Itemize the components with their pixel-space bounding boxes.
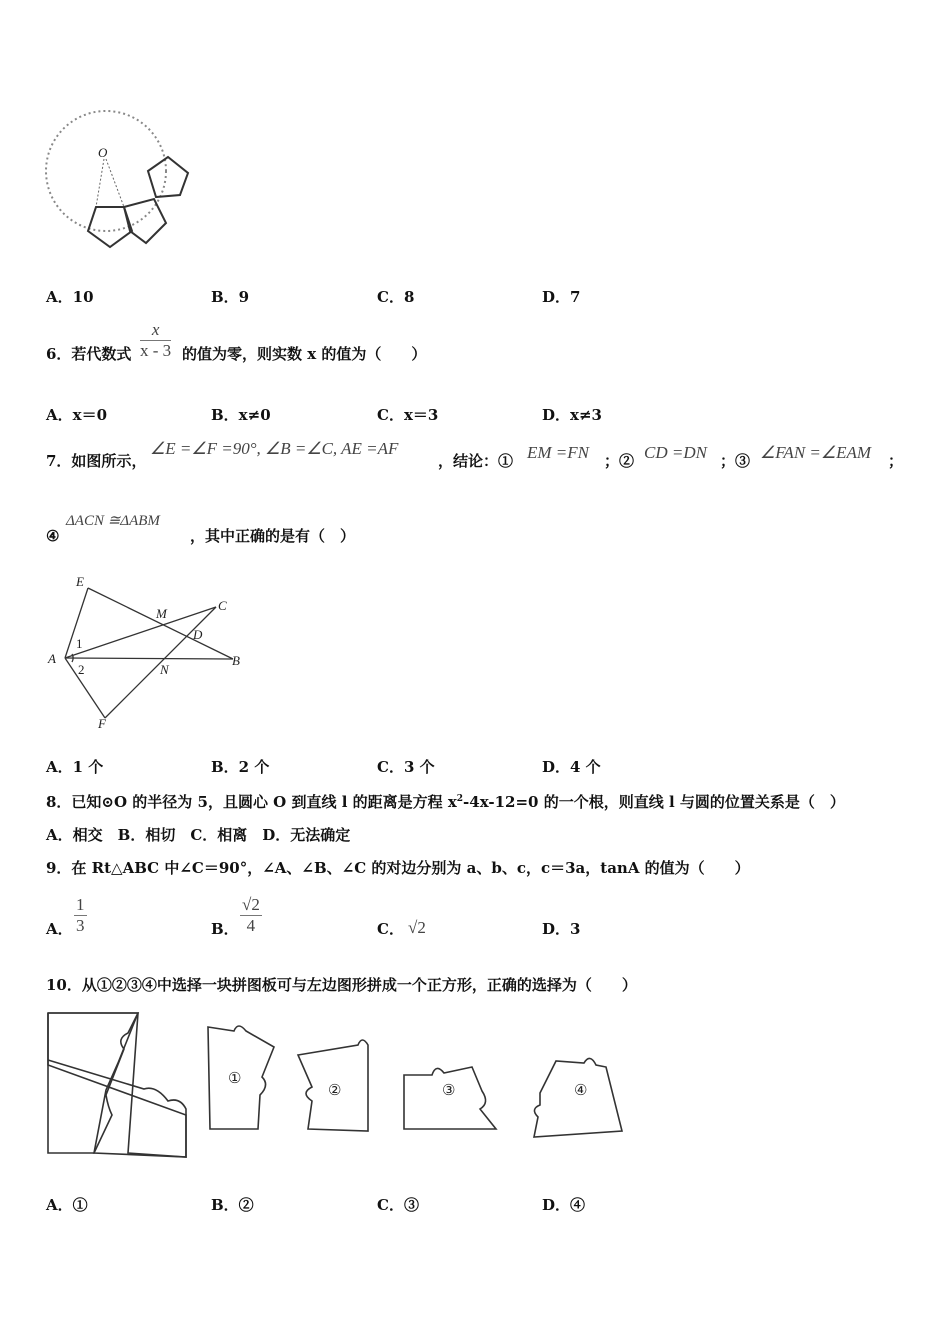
q8-question xyxy=(46,790,845,811)
q9-text: 9．在 Rt△ABC 中∠C＝90°，∠A、∠B、∠C 的对边分别为 a、b、c，c＝3a，tanA 的值为（ ） xyxy=(46,859,750,877)
q10-option-a[interactable]: A．① xyxy=(46,1196,88,1214)
q7-sep2: ；② xyxy=(604,452,635,470)
q7-given: ∠E =∠F =90°, ∠B =∠C, AE =AF xyxy=(150,439,399,458)
label-angle-1: 1 xyxy=(76,636,83,651)
triangle-figure xyxy=(40,570,250,730)
q9-a-den: 3 xyxy=(76,916,85,935)
q8-text: 8．已知⊙O 的半径为 5，且圆心 O 到直线 l 的距离是方程 x xyxy=(46,793,457,811)
q6-number: 6．若代数式 xyxy=(46,345,132,363)
q9-a-frac xyxy=(74,895,87,936)
q9-b-den: 4 xyxy=(246,916,256,935)
q10-option-c[interactable]: C．③ xyxy=(377,1196,419,1214)
q7-option-a[interactable]: A．1 个 xyxy=(46,758,104,776)
q6-option-a[interactable]: A．x＝0 xyxy=(46,406,108,424)
piece-2-label: ② xyxy=(328,1083,342,1099)
q6-option-b[interactable]: B．x≠0 xyxy=(211,406,271,424)
q8-options[interactable]: A．相交 B．相切 C．相离 D．无法确定 xyxy=(46,826,351,844)
q5-option-b[interactable]: B．9 xyxy=(211,288,250,306)
q7-option-b[interactable]: B．2 个 xyxy=(211,758,270,776)
q6-fraction xyxy=(140,320,171,361)
q7-c2: CD =DN xyxy=(644,443,707,462)
q5-option-d[interactable]: D．7 xyxy=(542,288,581,306)
label-m: M xyxy=(156,606,167,621)
label-e: E xyxy=(76,574,84,589)
q7-c1: EM =FN xyxy=(527,443,589,462)
q10-option-b[interactable]: B．② xyxy=(211,1196,254,1214)
label-f: F xyxy=(98,716,106,730)
q10-option-d[interactable]: D．④ xyxy=(542,1196,586,1214)
q6-option-d[interactable]: D．x≠3 xyxy=(542,406,602,424)
q6-frac-num: x xyxy=(140,320,171,341)
label-n: N xyxy=(160,662,169,677)
q9-b-frac xyxy=(240,895,262,936)
q7-option-d[interactable]: D．4 个 xyxy=(542,758,601,776)
piece-4-label: ④ xyxy=(574,1083,588,1099)
q9-option-c[interactable]: C． xyxy=(377,920,404,938)
q7-sep3: ；③ xyxy=(720,452,751,470)
label-d: D xyxy=(193,627,203,642)
q7-tail: ，其中正确的是有（ ） xyxy=(190,527,356,545)
q9-c-val: √2 xyxy=(408,918,426,937)
q5-option-a[interactable]: A．10 xyxy=(46,288,94,306)
q9-a-num: 1 xyxy=(76,895,85,914)
q7-c3: ∠FAN =∠EAM xyxy=(760,443,872,462)
label-a: A xyxy=(48,651,56,666)
q6-frac-den: x - 3 xyxy=(140,341,172,360)
q7-number: 7．如图所示， xyxy=(46,452,147,470)
puzzle-figure xyxy=(40,1005,640,1170)
q7-option-c[interactable]: C．3 个 xyxy=(377,758,435,776)
q7-conclusion-label: ，结论：① xyxy=(438,452,514,470)
q8-text2: -4x-12=0 的一个根，则直线 l 与圆的位置关系是（ ） xyxy=(463,793,845,811)
q6-text: 的值为零，则实数 x 的值为（ ） xyxy=(182,345,427,363)
q9-b-num: √2 xyxy=(242,895,260,914)
q9-option-d[interactable]: D．3 xyxy=(542,920,581,938)
q8-sup: 2 xyxy=(456,794,464,804)
piece-1-label: ① xyxy=(228,1071,242,1087)
q7-c4: ΔACN ≅ΔABM xyxy=(66,513,160,529)
q7-c4-prefix: ④ xyxy=(46,527,60,545)
point-o-label: O xyxy=(98,145,108,160)
q6-option-c[interactable]: C．x＝3 xyxy=(377,406,439,424)
circle-pentagon-figure xyxy=(40,95,200,255)
label-b: B xyxy=(232,653,240,668)
label-c: C xyxy=(218,598,227,613)
q10-text: 10．从①②③④中选择一块拼图板可与左边图形拼成一个正方形，正确的选择为（ ） xyxy=(46,976,637,994)
q7-sep4: ； xyxy=(888,452,904,470)
piece-3-label: ③ xyxy=(442,1083,456,1099)
q9-option-a[interactable]: A． xyxy=(46,920,73,938)
q9-option-b[interactable]: B． xyxy=(211,920,239,938)
label-angle-2: 2 xyxy=(78,662,85,677)
q5-option-c[interactable]: C．8 xyxy=(377,288,415,306)
